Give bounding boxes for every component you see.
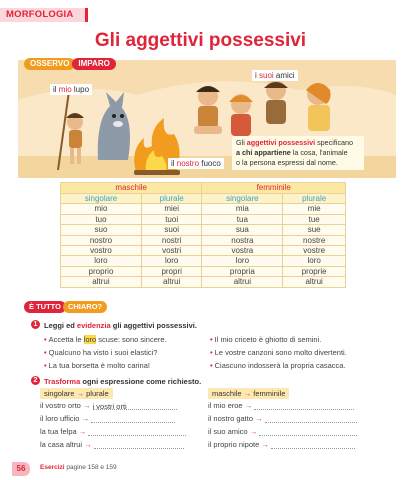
label-text: fuoco — [199, 159, 221, 168]
label-key: mio — [58, 85, 72, 94]
answer-field[interactable] — [94, 441, 184, 449]
exercise-2-instruction — [44, 377, 201, 386]
expression: la casa altrui — [40, 440, 83, 449]
sentence: • Il mio criceto è ghiotto di semini. — [210, 335, 322, 344]
expression: il suo amico — [208, 427, 248, 436]
chiaro-tag-2: CHIARO? — [63, 301, 107, 313]
expression: il proprio nipote — [208, 440, 260, 449]
exercise-line: la tua felpa → — [40, 427, 186, 436]
exercise-1-instruction — [44, 321, 197, 330]
table-cell: loro — [61, 256, 142, 266]
table-cell: mia — [202, 204, 283, 214]
sentence: • Qualcuno ha visto i suoi elastici? — [44, 348, 158, 357]
table-cell: altrui — [202, 277, 283, 287]
table-cell: vostro — [61, 246, 142, 256]
possessives-table — [60, 182, 346, 288]
table-row — [61, 266, 346, 276]
expression: il vostro orto — [40, 401, 81, 410]
exercise-line: il loro ufficio → — [40, 414, 175, 423]
esercizi-pages: pagine 158 e 159 — [64, 464, 117, 471]
table-cell: propri — [141, 266, 201, 276]
label-text: il — [53, 85, 59, 94]
answer-field[interactable] — [259, 428, 357, 436]
label-text: lupo — [71, 85, 90, 94]
sentence-text: Qualcuno ha visto i suoi elastici? — [48, 348, 158, 357]
section-label: MORFOLOGIA — [0, 8, 88, 22]
sub-header: singolare — [61, 194, 142, 204]
sentence-text: Le vostre canzoni sono molto divertenti. — [214, 348, 347, 357]
label-nostro-fuoco — [168, 158, 224, 169]
expression: il nostro gatto — [208, 414, 254, 423]
table-cell: proprio — [61, 266, 142, 276]
expression: il mio eroe — [208, 401, 243, 410]
label-mio-lupo — [50, 84, 92, 95]
answer-field[interactable] — [88, 428, 186, 436]
head-text: maschile — [212, 389, 242, 398]
column-header-left: singolare → plurale — [40, 388, 113, 399]
table-cell: mio — [61, 204, 142, 214]
table-cell: sua — [202, 225, 283, 235]
answer-field[interactable] — [265, 415, 357, 423]
exercise-reference[interactable] — [40, 464, 117, 471]
answer-field[interactable] — [254, 402, 354, 410]
table-cell: vostre — [283, 246, 346, 256]
osservo-imparo-badge — [24, 58, 116, 70]
group-header: maschile — [61, 183, 202, 194]
table-row — [61, 256, 346, 266]
table-cell: altrui — [141, 277, 201, 287]
imparo-tag: IMPARO — [72, 58, 115, 70]
rule-text: specificano — [315, 138, 354, 147]
sub-header: plurale — [283, 194, 346, 204]
chiaro-tag-1: È TUTTO — [24, 301, 66, 313]
table-row — [61, 225, 346, 235]
table-cell: loro — [202, 256, 283, 266]
sentence: • Ciascuno indosserà la propria casacca. — [210, 361, 346, 370]
sentence-text: La tua borsetta è molto carina! — [48, 361, 150, 370]
table-cell: loro — [141, 256, 201, 266]
table-cell: propria — [202, 266, 283, 276]
table-cell: vostri — [141, 246, 201, 256]
expression: la tua felpa — [40, 427, 77, 436]
table-cell: vostra — [202, 246, 283, 256]
exercise-line: il proprio nipote → — [208, 440, 355, 449]
expression: il loro ufficio — [40, 414, 80, 423]
instr-key: evidenzia — [76, 321, 111, 330]
column-header-right: maschile → femminile — [208, 388, 289, 399]
table-cell: tue — [283, 214, 346, 224]
exercise-line: il nostro gatto → — [208, 414, 357, 423]
table-row — [61, 277, 346, 287]
table-cell: nostre — [283, 235, 346, 245]
label-text: i — [255, 71, 259, 80]
label-key: nostro — [176, 159, 200, 168]
sentence-text: scuse: sono sincere. — [96, 335, 167, 344]
table-row — [61, 204, 346, 214]
rule-text: Gli — [236, 138, 247, 147]
label-suoi-amici — [252, 70, 298, 81]
highlighted-word[interactable]: loro — [83, 335, 97, 344]
sentence: • Accetta le loro scuse: sono sincere. — [44, 335, 167, 344]
exercise-line: il suo amico → — [208, 427, 357, 436]
label-text: il — [171, 159, 177, 168]
table-cell: suo — [61, 225, 142, 235]
sentence-text: Il mio criceto è ghiotto di semini. — [214, 335, 322, 344]
answer-field[interactable]: i vostri orti — [93, 402, 177, 410]
table-cell: tuo — [61, 214, 142, 224]
instr-text: Leggi ed — [44, 321, 77, 330]
table-cell: nostro — [61, 235, 142, 245]
label-key: suoi — [259, 71, 274, 80]
rule-text: la cosa, l'animale — [290, 148, 348, 157]
page-number: 56 — [12, 462, 30, 476]
table-cell: loro — [283, 256, 346, 266]
answer-field[interactable] — [271, 441, 355, 449]
table-cell: altrui — [61, 277, 142, 287]
table-cell: nostri — [141, 235, 201, 245]
instr-key: Trasforma — [44, 377, 81, 386]
page-title: Gli aggettivi possessivi — [94, 30, 307, 51]
label-text: amici — [273, 71, 295, 80]
exercise-line: la casa altrui → — [40, 440, 184, 449]
rule-box — [232, 136, 364, 170]
sentence-text: Accetta le — [48, 335, 84, 344]
head-text: singolare — [44, 389, 75, 398]
chiaro-badge — [24, 301, 107, 313]
table-cell: altrui — [283, 277, 346, 287]
rule-text: o la persona espressi dal nome. — [236, 158, 338, 167]
instr-text: ogni espressione come richiesto. — [80, 377, 202, 386]
instr-text: gli aggettivi possessivi. — [110, 321, 197, 330]
table-cell: proprie — [283, 266, 346, 276]
table-cell: tuoi — [141, 214, 201, 224]
head-text: plurale — [86, 389, 109, 398]
osservo-tag: OSSERVO — [24, 58, 75, 70]
table-cell: suoi — [141, 225, 201, 235]
table-cell: sue — [283, 225, 346, 235]
exercise-number: 1 — [31, 320, 40, 329]
table-cell: tua — [202, 214, 283, 224]
table-row — [61, 214, 346, 224]
group-header: femminile — [202, 183, 346, 194]
table-row — [61, 235, 346, 245]
sub-header: plurale — [141, 194, 201, 204]
table-cell: mie — [283, 204, 346, 214]
sentence: • Le vostre canzoni sono molto divertenti. — [210, 348, 347, 357]
table-row — [61, 246, 346, 256]
answer-field[interactable] — [91, 415, 175, 423]
head-text: femminile — [253, 389, 286, 398]
table-cell: nostra — [202, 235, 283, 245]
table-cell: miei — [141, 204, 201, 214]
esercizi-label: Esercizi — [40, 464, 65, 471]
sentence-text: Ciascuno indosserà la propria casacca. — [214, 361, 346, 370]
exercise-line: il vostro orto → i vostri orti — [40, 401, 177, 410]
sub-header: singolare — [202, 194, 283, 204]
rule-key: aggettivi possessivi — [246, 138, 316, 147]
exercise-number: 2 — [31, 376, 40, 385]
sentence: • La tua borsetta è molto carina! — [44, 361, 150, 370]
rule-bold: a chi appartiene — [236, 148, 291, 157]
exercise-line: il mio eroe → — [208, 401, 354, 410]
